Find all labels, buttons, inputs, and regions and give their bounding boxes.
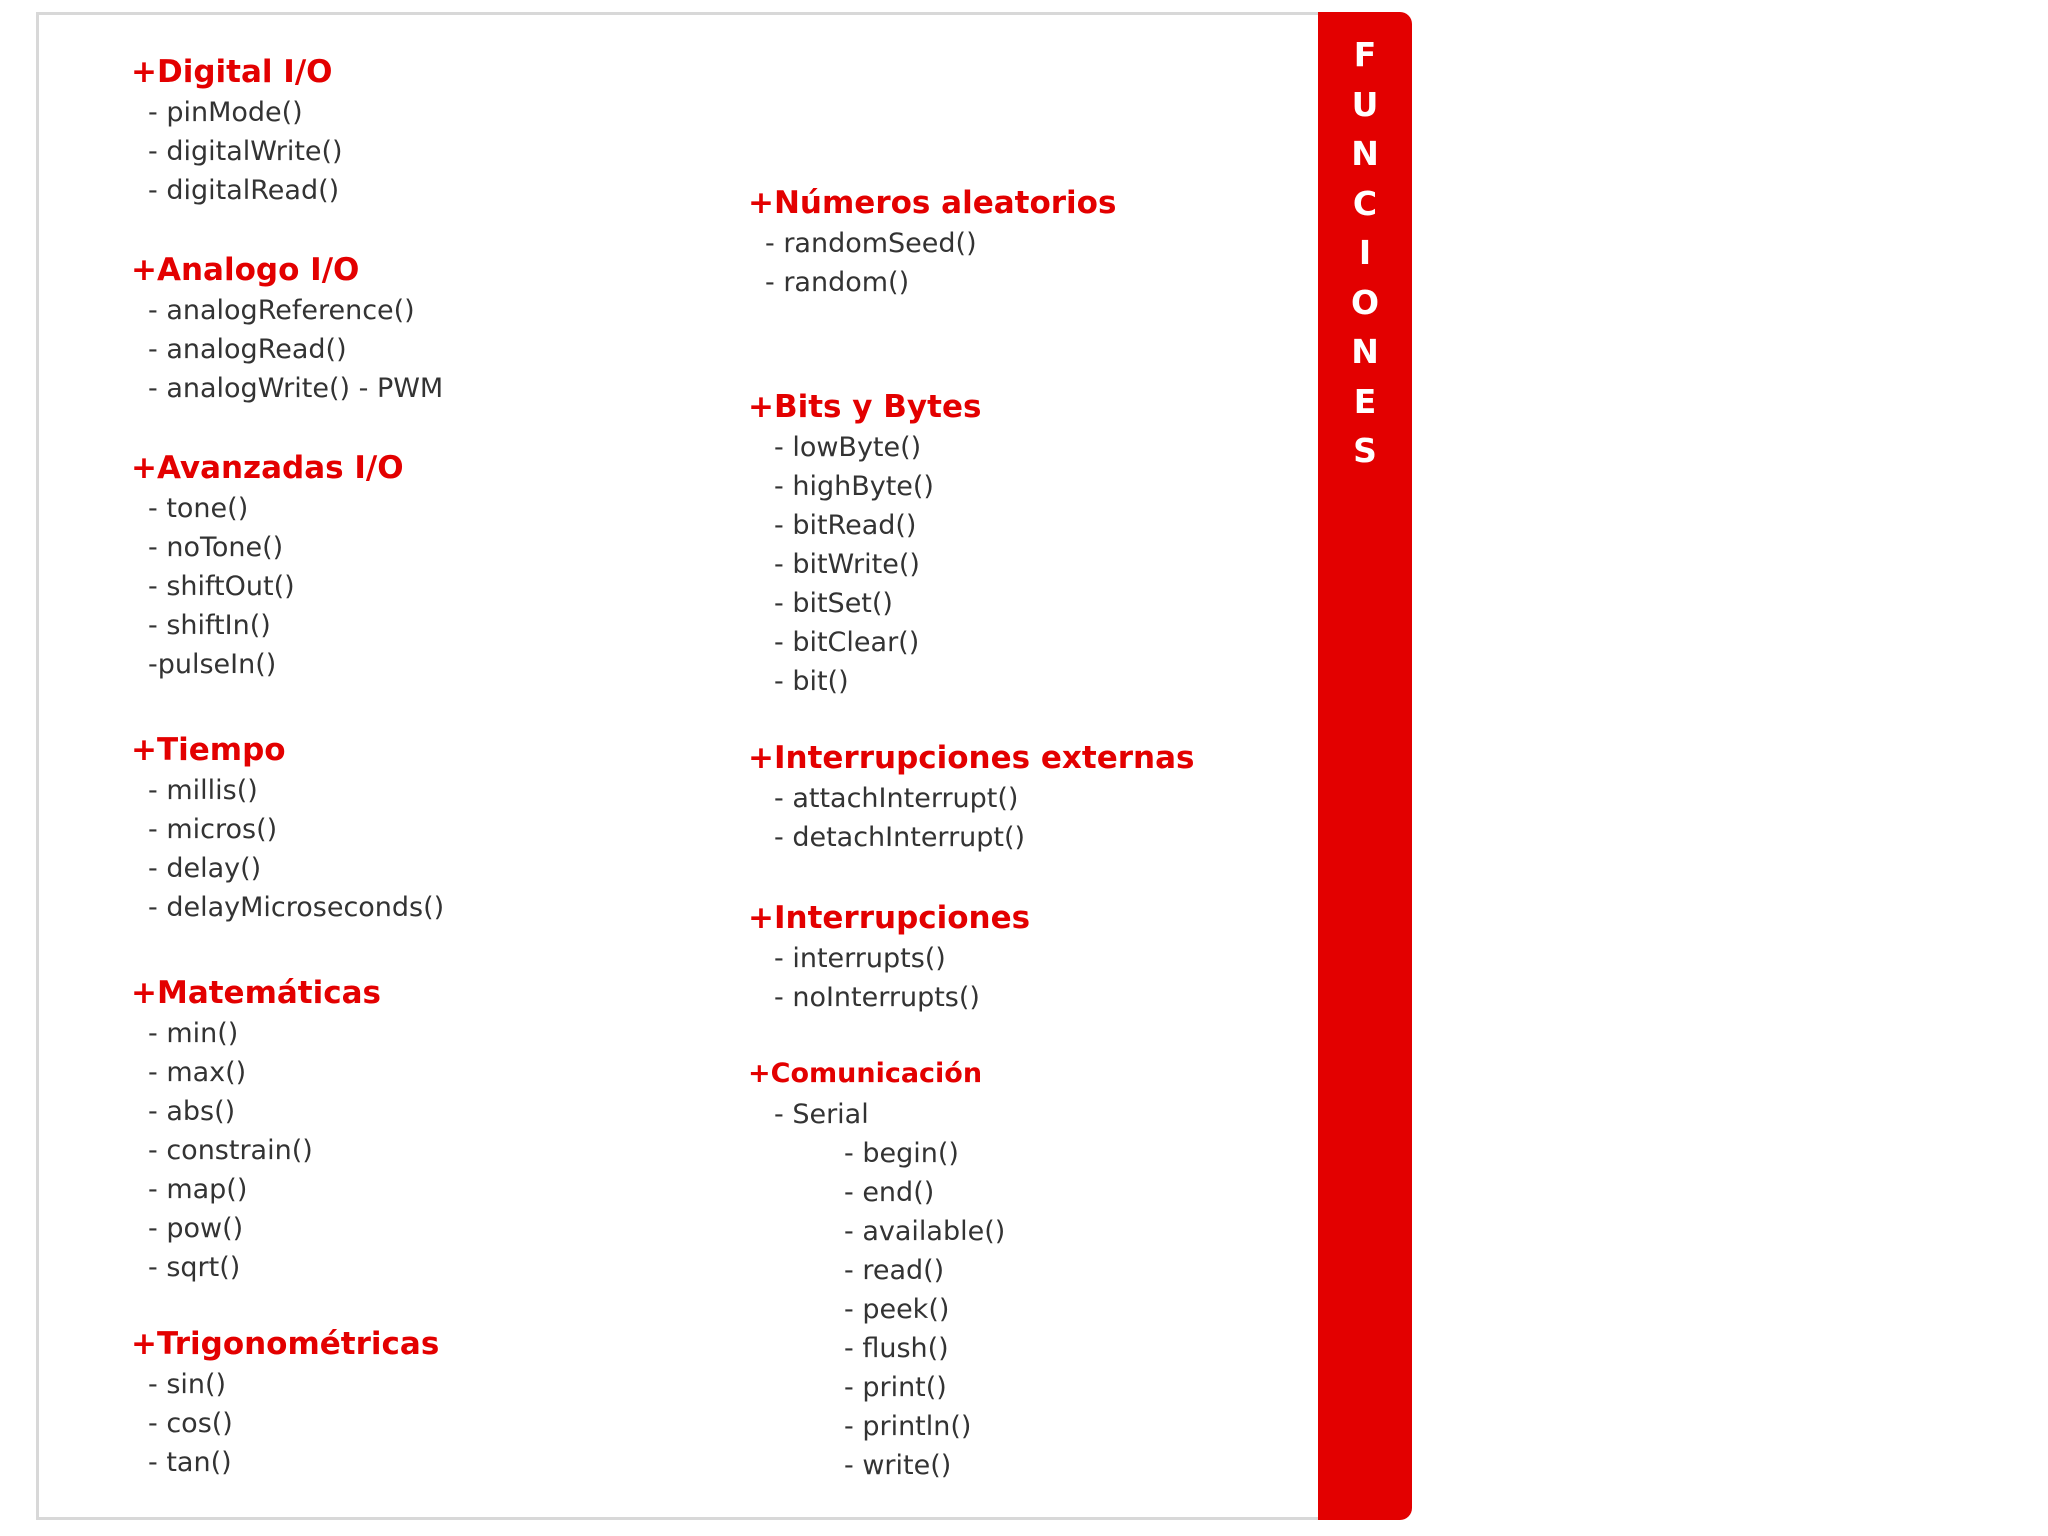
list-item: - bitWrite() bbox=[774, 549, 920, 580]
list-item: - max() bbox=[148, 1057, 247, 1088]
list-item: - end() bbox=[844, 1177, 935, 1208]
section-title: +Interrupciones externas bbox=[748, 740, 1195, 776]
section-tiempo bbox=[131, 731, 444, 927]
list-item: - bitRead() bbox=[774, 510, 917, 541]
list-item: -pulseIn() bbox=[148, 649, 277, 680]
list-item: - cos() bbox=[148, 1408, 233, 1439]
list-item: - highByte() bbox=[774, 471, 934, 502]
list-item: - delay() bbox=[148, 853, 262, 884]
title-letter: N bbox=[1351, 134, 1379, 173]
list-item: - peek() bbox=[844, 1294, 950, 1325]
list-item: - shiftIn() bbox=[148, 610, 271, 641]
list-item: - analogWrite() - PWM bbox=[148, 373, 444, 404]
list-item: - detachInterrupt() bbox=[774, 822, 1026, 853]
list-item: - tone() bbox=[148, 493, 249, 524]
section-title: +Comunicación bbox=[748, 1058, 983, 1089]
list-item: - abs() bbox=[148, 1096, 236, 1127]
list-item: - println() bbox=[844, 1411, 972, 1442]
list-item-serial: - Serial bbox=[774, 1099, 869, 1130]
list-item: - sqrt() bbox=[148, 1252, 241, 1283]
section-digital-io bbox=[131, 53, 343, 210]
list-item: - pow() bbox=[148, 1213, 244, 1244]
list-item: - constrain() bbox=[148, 1135, 313, 1166]
list-item: - available() bbox=[844, 1216, 1006, 1247]
section-trigonometricas bbox=[131, 1325, 439, 1482]
list-item: - interrupts() bbox=[774, 943, 946, 974]
list-item: - write() bbox=[844, 1450, 952, 1481]
list-item: - micros() bbox=[148, 814, 278, 845]
list-item: - read() bbox=[844, 1255, 945, 1286]
list-item: - attachInterrupt() bbox=[774, 783, 1019, 814]
list-item: - shiftOut() bbox=[148, 571, 295, 602]
sidebar-banner bbox=[1318, 12, 1412, 1520]
section-title: +Tiempo bbox=[131, 732, 286, 768]
list-item: - map() bbox=[148, 1174, 248, 1205]
list-item: - min() bbox=[148, 1018, 239, 1049]
title-letter: C bbox=[1352, 183, 1378, 223]
list-item: - sin() bbox=[148, 1369, 227, 1400]
section-title: +Analogo I/O bbox=[131, 252, 360, 288]
section-title: +Digital I/O bbox=[131, 54, 333, 90]
list-item: - analogRead() bbox=[148, 334, 347, 365]
section-title: +Números aleatorios bbox=[748, 185, 1117, 221]
title-letter: I bbox=[1358, 233, 1372, 272]
list-item: - print() bbox=[844, 1372, 947, 1403]
list-item: - delayMicroseconds() bbox=[148, 892, 445, 923]
title-letter: E bbox=[1353, 381, 1377, 421]
list-item: - tan() bbox=[148, 1447, 232, 1478]
title-letter: F bbox=[1353, 35, 1377, 74]
title-letter: S bbox=[1353, 431, 1377, 470]
section-analogo-io bbox=[131, 251, 443, 408]
section-bits-y-bytes bbox=[748, 388, 981, 701]
list-item: - noTone() bbox=[148, 532, 284, 563]
list-item: - digitalWrite() bbox=[148, 136, 343, 167]
list-item: - bit() bbox=[774, 666, 849, 697]
section-title: +Avanzadas I/O bbox=[131, 450, 404, 486]
title-letter: O bbox=[1350, 282, 1380, 322]
title-letter: U bbox=[1351, 84, 1379, 124]
list-item: - millis() bbox=[148, 775, 258, 806]
list-item: - random() bbox=[765, 267, 910, 298]
section-title: +Bits y Bytes bbox=[748, 389, 982, 425]
section-avanzadas-io bbox=[131, 449, 404, 684]
list-item: - randomSeed() bbox=[765, 228, 977, 259]
list-item: - lowByte() bbox=[774, 432, 922, 463]
list-item: - digitalRead() bbox=[148, 175, 340, 206]
section-title: +Matemáticas bbox=[131, 975, 381, 1011]
section-numeros-aleatorios bbox=[748, 184, 1116, 302]
section-interrupciones bbox=[748, 899, 1030, 1017]
list-item: - bitSet() bbox=[774, 588, 893, 619]
section-comunicacion bbox=[748, 1055, 1005, 1485]
section-matematicas bbox=[131, 974, 381, 1287]
list-item: - analogReference() bbox=[148, 295, 415, 326]
list-item: - begin() bbox=[844, 1138, 959, 1169]
list-item: - bitClear() bbox=[774, 627, 920, 658]
section-title: +Trigonométricas bbox=[131, 1326, 440, 1362]
section-title: +Interrupciones bbox=[748, 900, 1031, 936]
list-item: - pinMode() bbox=[148, 97, 303, 128]
list-item: - flush() bbox=[844, 1333, 949, 1364]
list-item: - noInterrupts() bbox=[774, 982, 980, 1013]
vertical-title bbox=[1318, 30, 1412, 476]
section-interrupciones-externas bbox=[748, 739, 1195, 857]
title-letter: N bbox=[1351, 332, 1379, 371]
